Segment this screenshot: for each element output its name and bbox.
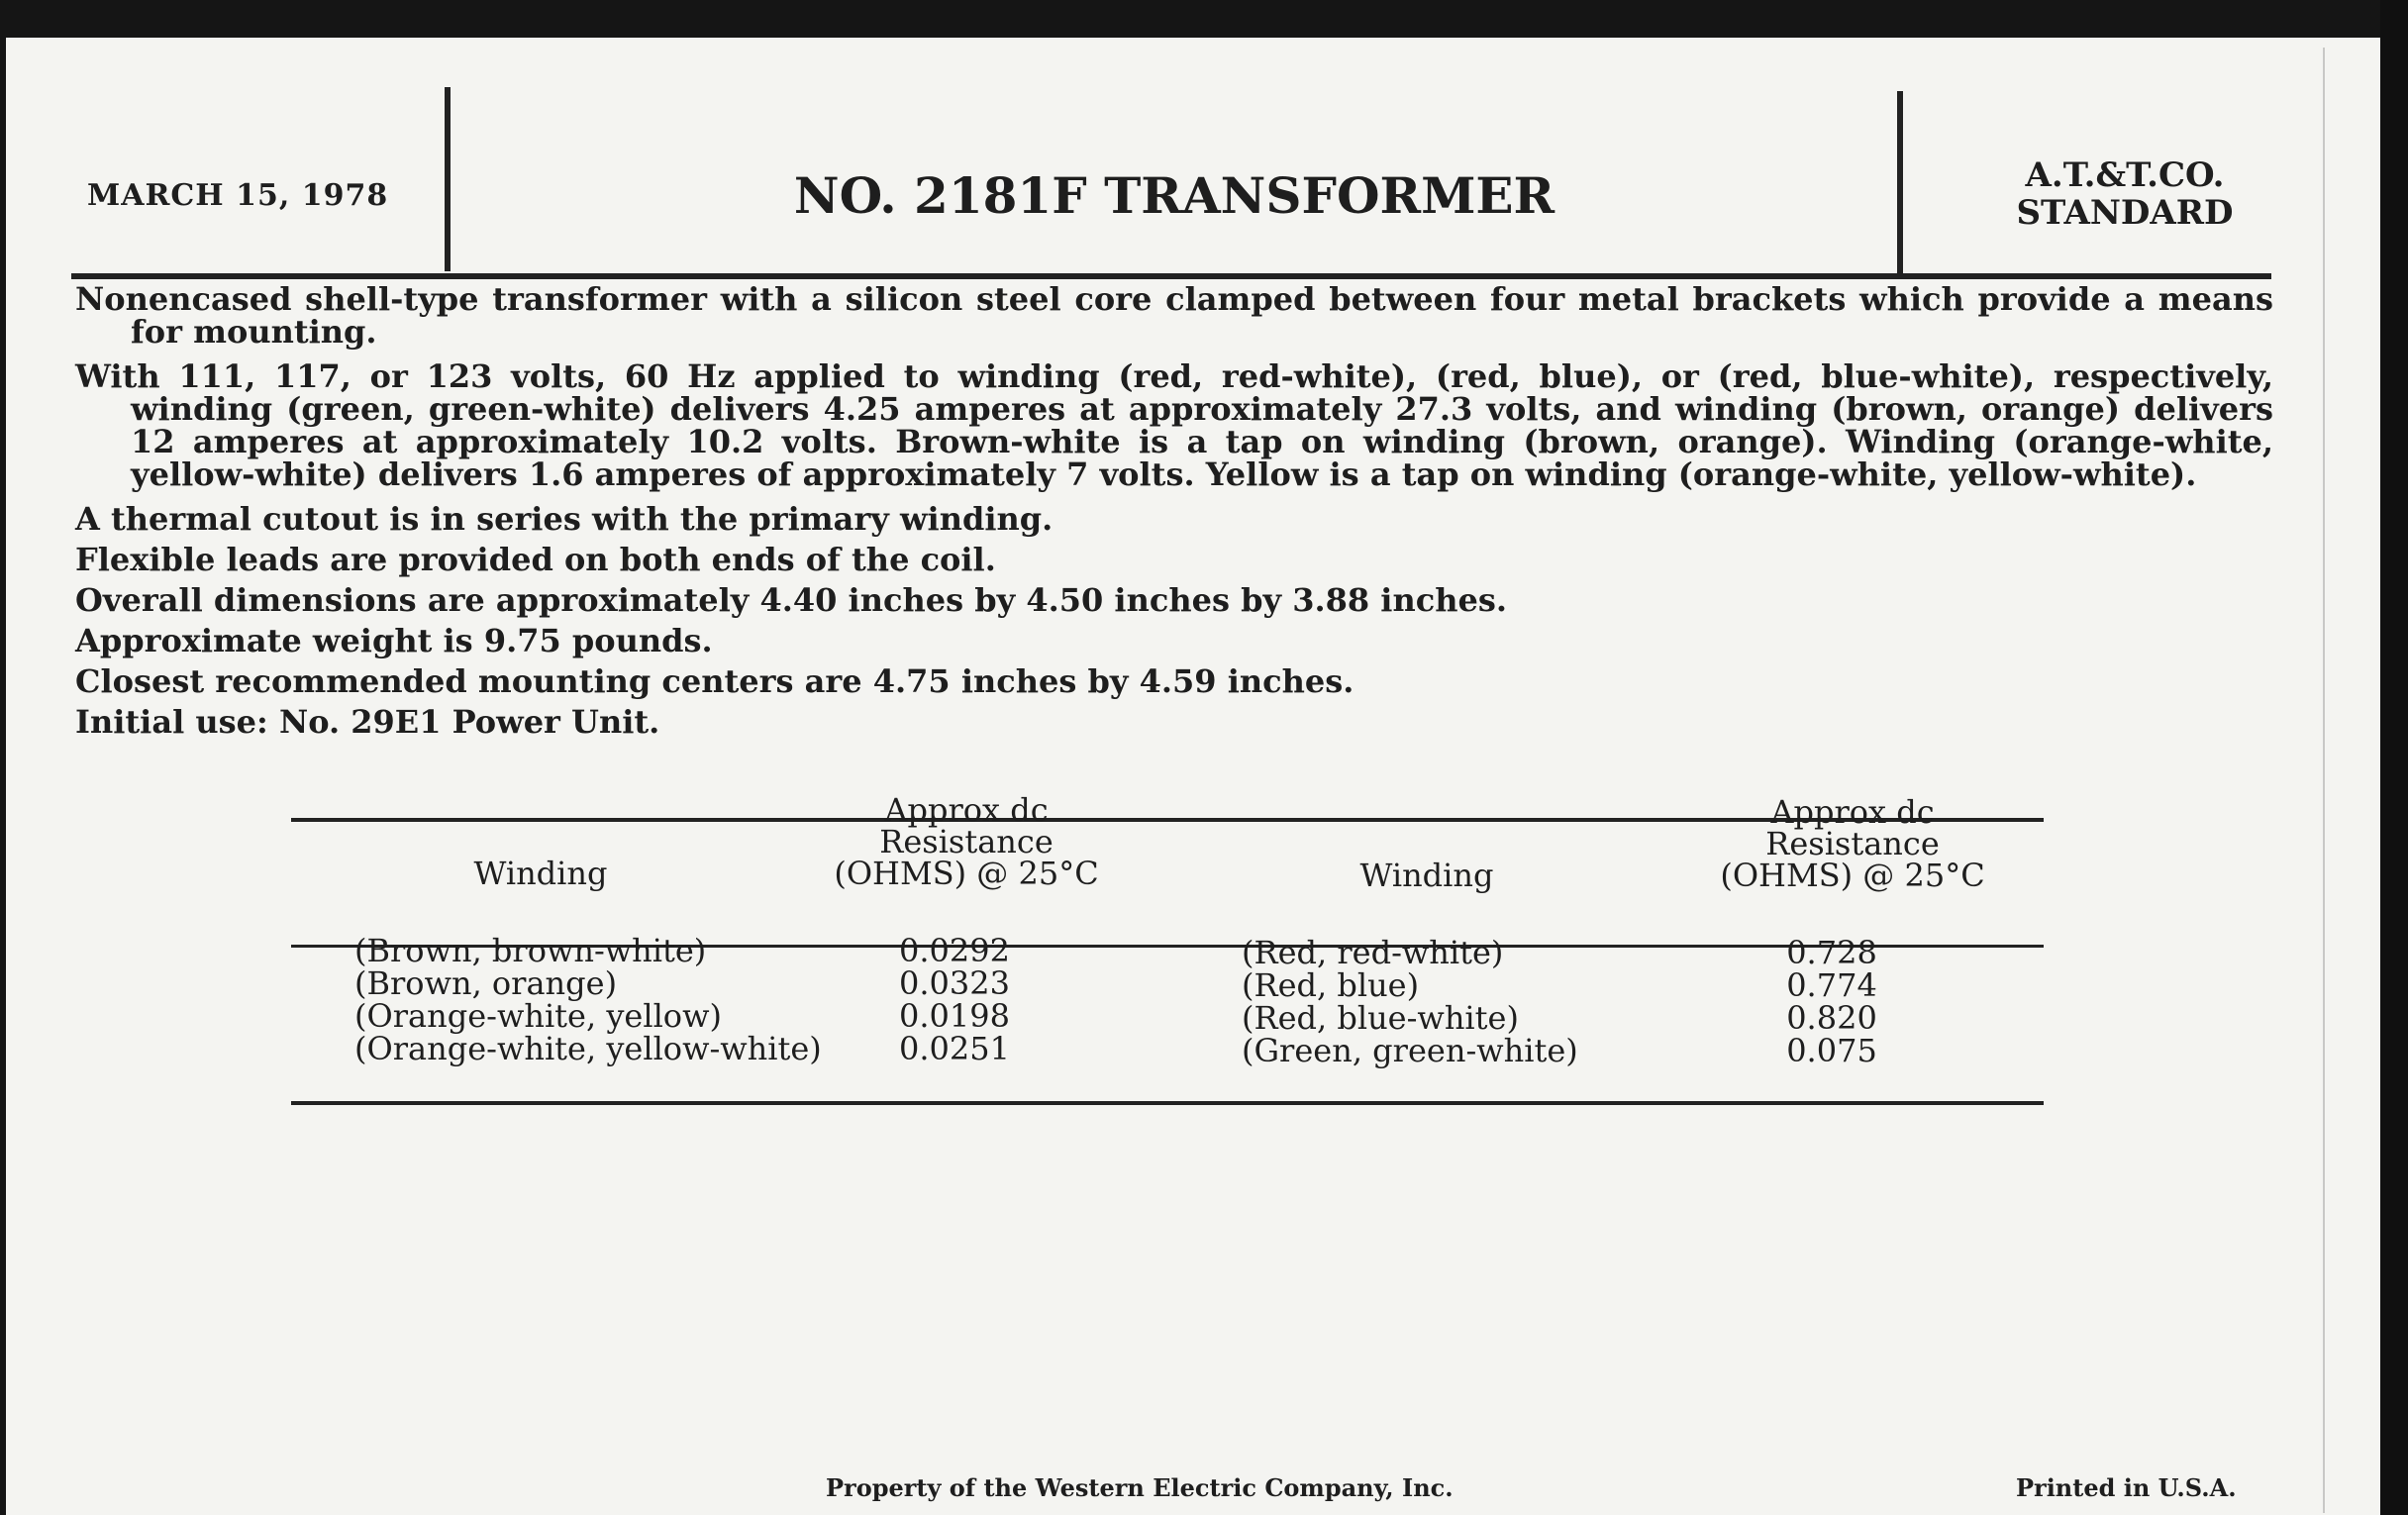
col-header-resistance-right [1664,793,2041,894]
col-header-winding-right: Winding [1359,857,1494,894]
col-header-resistance-left [778,791,1154,892]
col-header-res-line2: Resistance [1765,825,1940,862]
table-cell-winding: (Brown, orange) [354,964,618,1002]
paragraph-initial-use: Initial use: No. 29E1 Power Unit. [75,703,660,741]
table-cell-winding: (Brown, brown-white) [354,932,707,969]
col-header-winding-left: Winding [473,855,608,892]
issue-date: MARCH 15, 1978 [87,178,389,213]
header-divider-left [445,87,451,271]
col-header-res-line2: Resistance [879,823,1054,860]
paragraph-dimensions: Overall dimensions are approximately 4.40 inches by 4.50 inches by 3.88 inches. [75,581,1507,619]
table-cell-winding: (Red, blue) [1242,966,1420,1004]
paragraph-leads: Flexible leads are provided on both ends of the coil. [75,541,996,578]
header-divider-right [1897,91,1903,273]
header-rule [71,273,2271,279]
table-cell-resistance: 0.0251 [899,1030,1010,1067]
paragraph-weight: Approximate weight is 9.75 pounds. [75,622,713,659]
paragraph-thermal-cutout: A thermal cutout is in series with the primary winding. [75,500,1054,538]
scan-edge [2380,0,2408,1515]
table-cell-winding: (Red, blue-white) [1242,999,1519,1037]
table-cell-winding: (Green, green-white) [1242,1032,1578,1069]
table-cell-resistance: 0.820 [1786,999,1877,1037]
table-cell-winding: (Red, red-white) [1242,934,1504,971]
table-cell-resistance: 0.728 [1786,934,1877,971]
footer-printed: Printed in U.S.A. [2016,1473,2237,1502]
col-header-res-line3: (OHMS) @ 25°C [834,855,1099,892]
table-cell-resistance: 0.0323 [899,964,1010,1002]
standard-line-1: A.T.&T.CO. [2025,155,2225,195]
page-title: NO. 2181F TRANSFORMER [793,166,1555,225]
table-rule-bottom [291,1101,2044,1105]
col-header-res-line3: (OHMS) @ 25°C [1720,857,1985,894]
standard-line-2: STANDARD [2016,193,2234,233]
table-cell-resistance: 0.0198 [899,997,1010,1035]
spec-card [6,38,2380,1515]
table-cell-winding: (Orange-white, yellow) [354,997,722,1035]
table-cell-resistance: 0.075 [1786,1032,1877,1069]
table-cell-resistance: 0.774 [1786,966,1877,1004]
standard-label [1947,156,2303,232]
table-cell-resistance: 0.0292 [899,932,1010,969]
col-header-res-line1: Approx dc [1770,793,1935,831]
card-crease [2323,48,2325,1513]
footer-property: Property of the Western Electric Company, Inc. [826,1473,1454,1502]
paragraph-description: Nonencased shell-type transformer with a silicon steel core clamped between four metal brackets which provide a means for mounting. [75,280,2273,351]
table-cell-winding: (Orange-white, yellow-white) [354,1030,822,1067]
col-header-res-line1: Approx dc [884,791,1049,829]
paragraph-windings: With 111, 117, or 123 volts, 60 Hz applied to winding (red, red-white), (red, blue), or (red, blue-white), respectively, winding (green, green-white) delivers 4.25 amperes at approximately 27.3 volts, and winding (brown, orange) delivers 12 amperes at approximately 10.2 volts. Brown-white is a tap on winding (brown, orange). Winding (orange-white, yellow-white) delivers 1.6 amperes of approximately 7 volts. Yellow is a tap on winding (orange-white, yellow-white). [75,357,2273,493]
paragraph-mounting: Closest recommended mounting centers are 4.75 inches by 4.59 inches. [75,662,1354,700]
